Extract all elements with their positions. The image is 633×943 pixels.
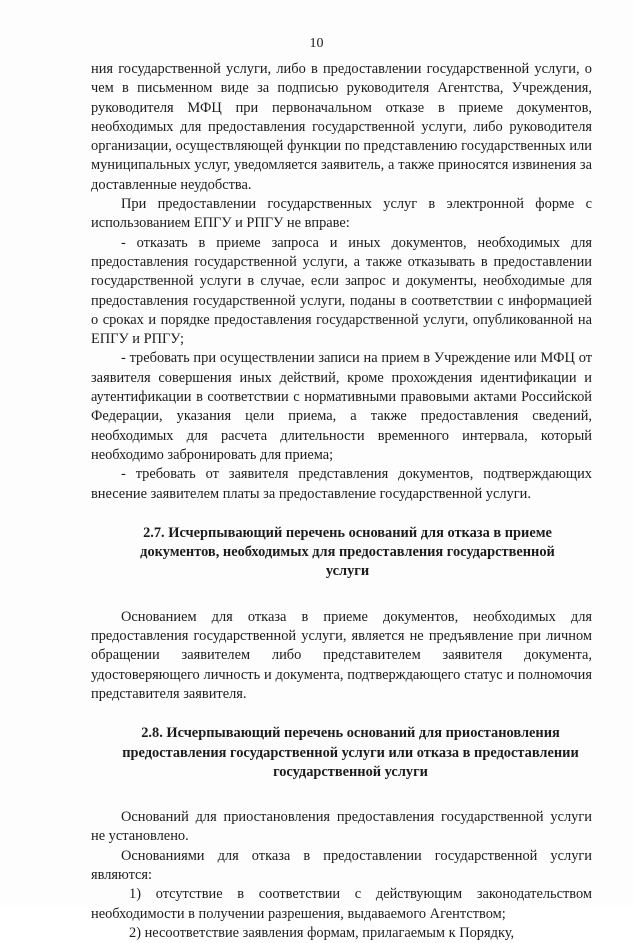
section-heading-2-7: 2.7. Исчерпывающий перечень оснований для отказа в приеме документов, необходимых для предоставления государственной услуги <box>140 524 555 580</box>
section-heading-2-8: 2.8. Исчерпывающий перечень оснований для приостановления предоставления государственной услуги или отказа в предоставлении государственной услуги <box>122 725 579 780</box>
list-item-require-actions: - требовать при осуществлении записи на прием в Учреждение или МФЦ от заявителя совершения иных действий, кроме прохождения идентификации и аутентификации в соответствии с нормативными правовыми актами Российской Федерации, указания цели приема, а также предоставления сведений, необходимых для расчета длительности временного интервала, который необходимо забронировать для приема; <box>91 350 592 463</box>
paragraph-continuation: ния государственной услуги, либо в предоставлении государственной услуги, о чем в письменном виде за подписью руководителя Агентства, Учреждения, руководителя МФЦ при первоначальном отказе в приеме документов, необходимых для предоставления государственной услуги, либо руководителя организации, осуществляющей функции по представлению государственных или муниципальных услуг, уведомляется заявитель, а также приносятся извинения за доставленные неудобства. <box>91 61 592 193</box>
list-item-1: 1) отсутствие в соответствии с действующим законодательством необходимости в получении разрешения, выдаваемого Агентством; <box>91 886 592 922</box>
list-item-require-payment-docs: - требовать от заявителя представления документов, подтверждающих внесение заявителем платы за предоставление государственной услуги. <box>91 466 592 502</box>
document-body <box>91 60 592 943</box>
page-number: 10 <box>309 36 324 51</box>
paragraph-refusal-grounds: Основанием для отказа в приеме документов, необходимых для предоставления государственной услуги, является не предъявление при личном обращении заявителем либо представителем заявителя документа, удостоверяющего личность и документа, подтверждающего статус и полномочия представителя заявителя. <box>91 608 592 702</box>
list-item-2: 2) несоответствие заявления формам, прилагаемым к Порядку, <box>129 924 515 941</box>
paragraph-refusal-list-intro: Основаниями для отказа в предоставлении государственной услуги являются: <box>91 847 592 883</box>
paragraph-electronic-services: При предоставлении государственных услуг в электронной форме с использованием ЕПГУ и РПГУ не вправе: <box>91 196 592 232</box>
list-item-refuse-request: - отказать в приеме запроса и иных документов, необходимых для предоставления государственной услуги, а также отказывать в предоставлении государственной услуги в случае, если запрос и документы, необходимые для предоставления государственной услуги, поданы в соответствии с информацией о сроках и порядке предоставления государственной услуги, опубликованной на ЕПГУ и РПГУ; <box>91 234 592 348</box>
paragraph-no-suspension: Оснований для приостановления предоставления государственной услуги не установлено. <box>91 809 592 845</box>
